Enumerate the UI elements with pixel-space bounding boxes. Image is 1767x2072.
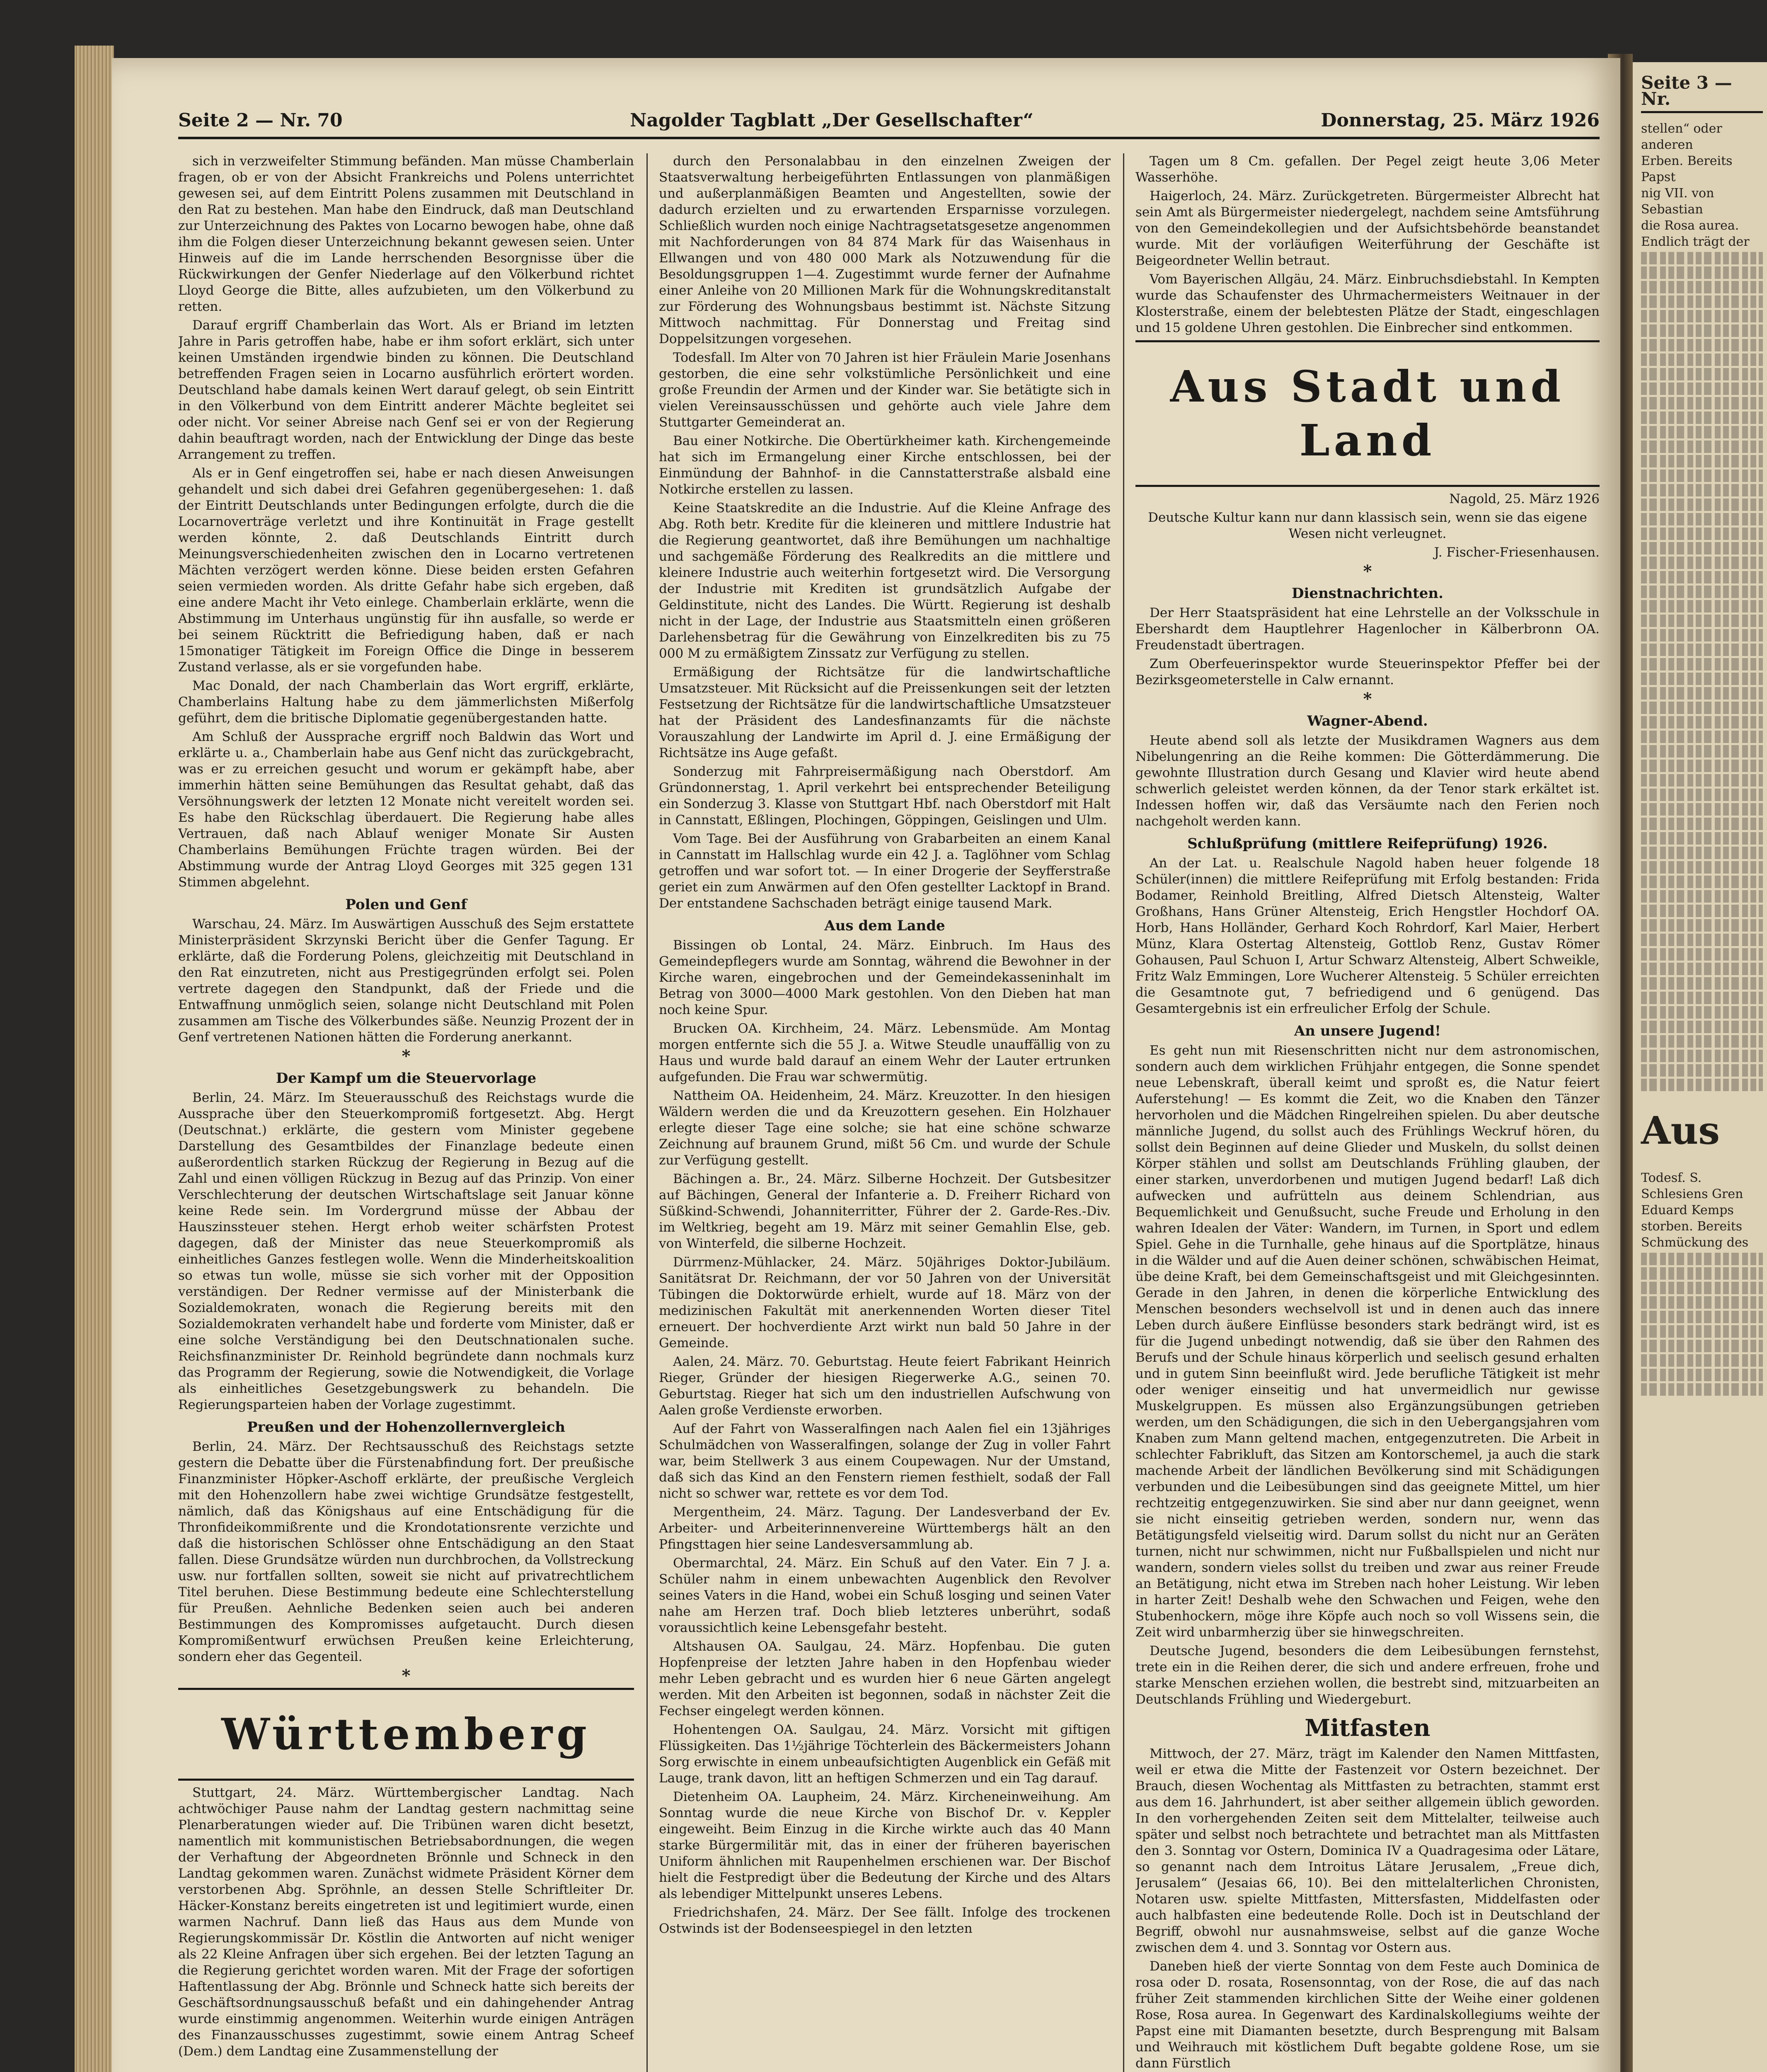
newspaper-title: Nagolder Tagblatt „Der Gesellschafter“ (630, 109, 1034, 131)
article-text: Obermarchtal, 24. März. Ein Schuß auf den Vater. Ein 7 J. a. Schüler nahm in einem unbewachten Augenblick den Revolver seines Vaters in die Hand, wobei ein Schuß losging und seinen Vater nahe am Herzen traf. Doch blieb letzteres unberührt, sodaß voraussichtlich keine Lebensgefahr besteht. (659, 1556, 1111, 1635)
article-text: Hohentengen OA. Saulgau, 24. März. Vorsicht mit giftigen Flüssigkeiten. Das 1½jährige Töchterlein des Bäckermeisters Johann Sorg erwischte in einem unbeaufsichtigten Augenblick ein Gefäß mit Lauge, trank davon, litt an heftigen Schmerzen und ein Tag darauf. (659, 1722, 1111, 1786)
text-lines-placeholder (1641, 324, 1763, 337)
text-lines-placeholder (1641, 600, 1763, 612)
section-title-wuerttemberg: Württemberg (221, 1709, 591, 1760)
text-lines-placeholder (1641, 1079, 1763, 1091)
page-header (178, 104, 1600, 139)
text-lines-placeholder (1641, 1021, 1763, 1033)
text-lines-placeholder (1641, 1050, 1763, 1062)
text-lines-placeholder (1641, 934, 1763, 946)
next-page-line: nig VII. von Sebastian (1641, 186, 1714, 217)
text-lines-placeholder (1641, 876, 1763, 888)
text-lines-placeholder (1641, 397, 1763, 409)
article-text: durch den Personalabbau in den einzelnen Zweigen der Staatsverwaltung herbeigeführten Entlassungen von planmäßigen und außerplanmäßigen Beamten und Angestellten, sowie der dadurch erzielten und zu erwartenden Ersparnisse vorzulegen. Schließlich wurden noch einige Nachtragsetatsgesetze angenommen mit Nachforderungen von 84 874 Mark für das Waisenhaus in Ellwangen und von 480 000 Mark als Notzuwendung für die Besoldungsgruppen 1—4. Zugestimmt wurde ferner der Aufnahme einer Anleihe von 20 Millionen Mark für die Wohnungskreditanstalt zur Förderung des Wohnungsbaus bestimmt ist. Nächste Sitzung Mittwoch nachmittag. Für Donnerstag und Freitag sind Doppelsitzungen vorgesehen. (659, 154, 1111, 346)
next-page-line: storben. Bereits (1641, 1219, 1743, 1234)
text-lines-placeholder (1641, 832, 1763, 845)
column-1 (178, 153, 634, 2072)
text-lines-placeholder (1641, 615, 1763, 627)
section-heading: Schlußprüfung (mittlere Reifeprüfung) 1926. (1187, 835, 1548, 852)
book-edge (75, 46, 114, 2072)
section-heading: Wagner-Abend. (1307, 713, 1428, 729)
section-heading: Preußen und der Hohenzollernvergleich (247, 1419, 565, 1435)
next-page-line: Schmückung des (1641, 1235, 1749, 1250)
column-3 (1135, 153, 1600, 2072)
article-text: An der Lat. u. Realschule Nagold haben heuer folgende 18 Schüler(innen) die mittlere Reifeprüfung mit Erfolg bestanden: Frida Bodamer, Reinhold Breitling, Alfred Dietsch Altensteig, Walter Großhans, Hans Grüner Altensteig, Erich Hengstler Hochdorf OA. Horb, Hans Holländer, Gerhard Koch Rohrdorf, Karl Maier, Herbert Münz, Klara Ostertag Altensteig, Gottlob Renz, Gustav Römer Gohausen, Paul Schuon I, Artur Schwarz Altensteig, Albert Schweikle, Fritz Walz Emmingen, Lore Wucherer Altensteig. 5 Schüler erreichten die Gesamtnote gut, 7 befriedigend und 6 genügend. Das Gesamtergebnis ist ein erfreulicher Erfolg der Schule. (1135, 856, 1600, 1016)
article-text: Haigerloch, 24. März. Zurückgetreten. Bürgermeister Albrecht hat sein Amt als Bürgermeister niedergelegt, nachdem seine Amtsführung von den Gemeindekollegien und der Aufsichtsbehörde beanstandet wurde. Mit der vorläufigen Weiterführung der Geschäfte ist Beigeordneter Wellin betraut. (1135, 189, 1600, 268)
article-text: Heute abend soll als letzte der Musikdramen Wagners aus dem Nibelungenring an die Reihe kommen: Die Götterdämmerung. Die gewohnte Illustration durch Gesang und Klavier wird heute abend schwerlich geleistet werden können, da der Tenor stark erkältet ist. Indessen hoffen wir, daß das Versäumte nach den Ferien noch nachgeholt werden kann. (1135, 733, 1600, 829)
text-lines-placeholder (1641, 818, 1763, 830)
text-lines-placeholder (1641, 745, 1763, 758)
next-page-line: Todesf. S. (1641, 1171, 1702, 1185)
text-lines-placeholder (1641, 861, 1763, 874)
text-lines-placeholder (1641, 919, 1763, 932)
article-text: Dietenheim OA. Laupheim, 24. März. Kircheneinweihung. Am Sonntag wurde die neue Kirche von Bischof Dr. v. Keppler eingeweiht. Beim Einzug in die Kirche wirkte auch das 40 Mann starke Bürgermilitär mit, das in einer der früheren bayerischen Uniform ähnlichen mit Raupenhelmen erschienen war. Der Bischof hielt die Festpredigt über die Bedeutung der Kirche und des Altars als lebendiger Mittelpunkt unseres Lebens. (659, 1789, 1111, 1901)
text-lines-placeholder (1641, 702, 1763, 714)
page-number: Seite 2 — Nr. 70 (178, 109, 343, 131)
column-2 (659, 153, 1111, 2072)
text-lines-placeholder (1641, 789, 1763, 801)
article-text: Darauf ergriff Chamberlain das Wort. Als er Briand im letzten Jahre in Paris getroffen habe, habe er ihm sofort erklärt, sich unter keinen Umständen irgendwie binden zu können. Die Deutschland betreffenden Fragen seien in Locarno ausführlich erörtert worden. Deutschland habe damals keinen Wert darauf gelegt, ob sein Eintritt in den Völkerbund von dem Eintritt anderer Mächte begleitet sei oder nicht. Vor seiner Abreise nach Genf sei er von der Regierung dahin beauftragt worden, nach der Entwicklung der Dinge das beste Arrangement zu treffen. (178, 318, 634, 462)
text-lines-placeholder (1641, 1325, 1763, 1338)
text-lines-placeholder (1641, 1035, 1763, 1048)
article-text: Ermäßigung der Richtsätze für die landwirtschaftliche Umsatzsteuer. Mit Rücksicht auf die Preissenkungen seit der letzten Festsetzung der Richtsätze für die landwirtschaftliche Umsatzsteuer hat der Präsident des Landesfinanzamts für die nächste Vorauszahlung der Landwirte im April d. J. eine Ermäßigung der Richtsätze ins Auge gefaßt. (659, 665, 1111, 760)
section-heading: An unsere Jugend! (1294, 1023, 1441, 1039)
article-text: Bau einer Notkirche. Die Obertürkheimer kath. Kirchengemeinde hat sich im Ermangelung einer Kirche entschlossen, bei der Einmündung der Bahnhof- in die Cannstatterstraße alsbald eine Notkirche erstellen zu lassen. (659, 433, 1111, 497)
article-text: sich in verzweifelter Stimmung befänden. Man müsse Chamberlain fragen, ob er von der Absicht Frankreichs und Polens unterrichtet gewesen sei, auf dem Eintritt Polens zusammen mit Deutschland in den Rat zu bestehen. Man habe den Eindruck, daß man Deutschland zur Unterzeichnung des Paktes von Locarno bewogen habe, ohne daß ihm die Folgen dieser Unterzeichnung bekannt gewesen seien. Unter Hinweis auf die im Lande herrschenden Besorgnisse über die Rückwirkungen der Genfer Niederlage auf den Völkerbund richtet Lloyd George die Bitte, alles aufzubieten, um den Völkerbund zu retten. (178, 154, 634, 314)
separator-star: * (402, 1046, 411, 1066)
next-page-line: Eduard Kemps (1641, 1203, 1734, 1218)
article-text: Mac Donald, der nach Chamberlain das Wort ergriff, erklärte, Chamberlains Haltung habe zu dem jämmerlichsten Mißerfolg geführt, dem die britische Diplomatie gegenübergestanden hatte. (178, 678, 634, 726)
section-title-box (178, 1688, 634, 1781)
article-text: Zum Oberfeuerinspektor wurde Steuerinspektor Pfeffer bei der Bezirksgeometerstelle in Calw ernannt. (1135, 656, 1600, 687)
text-lines-placeholder (1641, 1064, 1763, 1077)
next-page-header: Seite 3 — Nr. (1641, 75, 1763, 113)
next-page-edge (1633, 62, 1767, 2072)
article-text: Mittwoch, der 27. März, trägt im Kalender den Namen Mittfasten, weil er etwa die Mitte der Fastenzeit vor Ostern bezeichnet. Der Brauch, diesen Wochentag als Mittfasten zu betrachten, stammt erst aus dem 16. Jahrhundert, ist aber seither allgemein üblich geworden. In den vorhergehenden Zeiten seit dem Mittelalter, teilweise auch später und selbst noch betrachtete und betrachtet man als Mittfasten den 3. Sonntag vor Ostern, Dominica IV a Quadragesima oder Lätare, so genannt nach dem Introitus Lätare Jerusalem, „Freue dich, Jerusalem“ (Jesaias 66, 10). Bei den mittelalterlichen Chronisten, Notaren usw. spielte Mittfasten, Mittersfasten, Middelfasten oder auch halbfasten eine bedeutende Rolle. Doch ist in Deutschland der Begriff, obwohl nur ausnahmsweise, selbst auf die ganze Woche zwischen dem 4. und 3. Sonntag vor Ostern aus. (1135, 1746, 1600, 1955)
text-lines-placeholder (1641, 948, 1763, 961)
text-lines-placeholder (1641, 382, 1763, 395)
section-title-stadt-land: Aus Stadt und Land (1170, 361, 1565, 466)
next-page-line: Schlesiens Gren (1641, 1187, 1743, 1201)
text-lines-placeholder (1641, 977, 1763, 990)
text-lines-placeholder (1641, 513, 1763, 525)
text-lines-placeholder (1641, 890, 1763, 903)
text-lines-placeholder (1641, 353, 1763, 366)
text-lines-placeholder (1641, 339, 1763, 351)
article-text: Am Schluß der Aussprache ergriff noch Baldwin das Wort und erklärte u. a., Chamberlain habe aus Genf nicht das zurückgebracht, was er zu erreichen gesucht und worum er gekämpft habe, aber immerhin hätten seine Bemühungen das Resultat gehabt, daß das Versöhnungswerk der letzten 12 Monate nicht vereitelt worden sei. Es habe den Rückschlag überdauert. Die Regierung habe alles Vertrauen, daß nach Ablauf weniger Monate Sir Austen Chamberlains Bemühungen Früchte tragen würden. Bei der Abstimmung wurde der Antrag Lloyd Georges mit 325 gegen 131 Stimmen abgelehnt. (178, 729, 634, 890)
article-text: Brucken OA. Kirchheim, 24. März. Lebensmüde. Am Montag morgen entfernte sich die 55 J. a. Witwe Steudle unauffällig von zu Haus und wurde bald darauf an einem Wehr der Lauter ertrunken aufgefunden. Die Frau war schwermütig. (659, 1021, 1111, 1084)
article-text: Bissingen ob Lontal, 24. März. Einbruch. Im Haus des Gemeindepflegers wurde am Sonntag, während die Bewohner in der Kirche waren, eingebrochen und der Gemeindekasseninhalt im Betrag von 3000—4000 Mark gestohlen. Von den Dieben hat man noch keine Spur. (659, 938, 1111, 1017)
article-text: Sonderzug mit Fahrpreisermäßigung nach Oberstdorf. Am Gründonnerstag, 1. April verkehrt bei entsprechender Beteiligung ein Sonderzug 3. Klasse von Stuttgart Hbf. nach Oberstdorf mit Halt in Cannstatt, Eßlingen, Plochingen, Göppingen, Geislingen und Ulm. (659, 764, 1111, 828)
text-lines-placeholder (1641, 760, 1763, 772)
article-text: Aalen, 24. März. 70. Geburtstag. Heute feiert Fabrikant Heinrich Rieger, Gründer der hiesigen Riegerwerke A.G., seinen 70. Geburtstag. Rieger hat sich um den industriellen Aufschwung von Aalen große Verdienste erworben. (659, 1354, 1111, 1418)
text-lines-placeholder (1641, 1267, 1763, 1280)
text-lines-placeholder (1641, 1296, 1763, 1309)
article-text: Berlin, 24. März. Der Rechtsausschuß des Reichstags setzte gestern die Debatte über die Fürstenabfindung fort. Der preußische Finanzminister Höpker-Aschoff erklärte, der preußische Vergleich mit den Hohenzollern habe zwei wichtige Grundsätze festgestellt, nämlich, daß das Königshaus auf eine Entschädigung für die Thronfideikommißrente und die Krondotationsrente verzichte und daß die historischen Schlösser ohne Entschädigung an den Staat fallen. Diese Grundsätze würden nun durchbrochen, da Vollstreckung usw. nur fortfallen sollten, soweit sie nicht auf privatrechtlichem Titel beruhen. Diese Bestimmung bedeute eine Schlechterstellung für Preußen. Aehnliche Bedenken seien auch bei anderen Bestimmungen des Kompromisses aufgetaucht. Durch diesen Kompromißentwurf erwüchsen Preußen keine Erleichterung, sondern eher das Gegenteil. (178, 1439, 634, 1664)
article-text: Stuttgart, 24. März. Württembergischer Landtag. Nach achtwöchiger Pause nahm der Landtag gestern nachmittag seine Plenarberatungen wieder auf. Die Tribünen waren dicht besetzt, namentlich mit kommunistischen Betriebsabordnungen, die wegen der Verhaftung der Abgeordneten Brönnle und Schneck in den Landtag gekommen waren. Zunächst widmete Präsident Körner dem verstorbenen Abg. Spröhnle, an dessen Stelle Schriftleiter Dr. Häcker-Konstanz bereits eingetreten ist und legitimiert wurde, einen warmen Nachruf. Dann ließ das Haus aus dem Munde von Regierungskommissär Dr. Köstlin die Antworten auf nicht weniger als 22 Kleine Anfragen über sich ergehen. Bei der letzten Tagung an die Regierung gerichtet worden waren. Mit der Frage der sofortigen Haftentlassung der Abg. Brönnle und Schneck hatte sich bereits der Geschäftsordnungsausschuß befaßt und ein dahingehender Antrag wurde einstimmig angenommen. Weiterhin wurde einigen Anträgen des Finanzausschusses zugestimmt, sowie einem Antrag Scheef (Dem.) dem Landtag eine Zusammenstellung der (178, 1785, 634, 2059)
article-text: Vom Bayerischen Allgäu, 24. März. Einbruchsdiebstahl. In Kempten wurde das Schaufenster des Uhrmachermeisters Weitnauer in der Klosterstraße, einem der belebtesten Plätze der Stadt, eingeschlagen und 15 goldene Uhren gestohlen. Die Einbrecher sind entkommen. (1135, 272, 1600, 335)
article-text: Vom Tage. Bei der Ausführung von Grabarbeiten an einem Kanal in Cannstatt im Hallschlag wurde ein 42 J. a. Taglöhner vom Schlag getroffen und war sofort tot. — In einer Drogerie der Seyfferstraße geriet ein zum Anwärmen auf den Ofen gestellter Lacktopf in Brand. Der entstandene Sachschaden beträgt einige tausend Mark. (659, 831, 1111, 911)
text-lines-placeholder (1641, 1383, 1763, 1396)
text-lines-placeholder (1641, 731, 1763, 743)
text-lines-placeholder (1641, 484, 1763, 496)
article-text: Deutsche Jugend, besonders die dem Leibesübungen fernstehst, trete ein in die Reihen derer, die sich und andere erfreuen, frohe und starke Menschen erziehen wollen, die bestrebt sind, mitzuarbeiten an Deutschlands Frühling und Wiedergeburt. (1135, 1644, 1600, 1707)
motto: Deutsche Kultur kann nur dann klassisch sein, wenn sie das eigene Wesen nicht verleugnet. (1148, 510, 1587, 541)
text-lines-placeholder (1641, 455, 1763, 467)
text-lines-placeholder (1641, 499, 1763, 511)
text-lines-placeholder (1641, 774, 1763, 787)
dateline: Nagold, 25. März 1926 (1449, 491, 1600, 506)
text-lines-placeholder (1641, 470, 1763, 482)
next-page-line: stellen“ oder anderen (1641, 121, 1722, 152)
article-text: Warschau, 24. März. Im Auswärtigen Ausschuß des Sejm erstattete Ministerpräsident Skrzynski Bericht über die Genfer Tagung. Er erklärte, daß die Forderung Polens, gleichzeitig mit Deutschland in den Rat einzutreten, nicht aus Prestigegründen erfolgt sei. Polen vertrete dagegen den Standpunkt, daß der Friede und die Entwaffnung unmöglich seien, solange nicht Deutschland mit Polen zusammen am Tische des Völkerbundes säße. Neunzig Prozent der in Genf vertretenen Nationen hätten die Forderung anerkannt. (178, 917, 634, 1045)
text-lines-placeholder (1641, 1282, 1763, 1294)
text-lines-placeholder (1641, 1369, 1763, 1381)
article-text: Dürrmenz-Mühlacker, 24. März. 50jähriges Doktor-Jubiläum. Sanitätsrat Dr. Reichmann, der vor 50 Jahren von der Universität Tübingen die Doktorwürde erhielt, wurde auf 18. März von der medizinischen Fakultät mit anerkennenden Worten dieser Titel erneuert. Der hochverdiente Arzt wirkt nun bald 50 Jahre in der Gemeinde. (659, 1255, 1111, 1351)
text-lines-placeholder (1641, 571, 1763, 583)
article-columns (178, 153, 1604, 2072)
text-lines-placeholder (1641, 557, 1763, 569)
text-lines-placeholder (1641, 1311, 1763, 1323)
section-title-box (1135, 340, 1600, 487)
text-lines-placeholder (1641, 266, 1763, 279)
section-heading: Dienstnachrichten. (1292, 585, 1443, 602)
text-lines-placeholder (1641, 673, 1763, 685)
text-lines-placeholder (1641, 542, 1763, 554)
next-page-title: Aus (1641, 1108, 1720, 1153)
text-lines-placeholder (1641, 963, 1763, 975)
text-lines-placeholder (1641, 1006, 1763, 1019)
article-text: Altshausen OA. Saulgau, 24. März. Hopfenbau. Die guten Hopfenpreise der letzten Jahre haben in den Hopfenbau wieder mehr Leben gebracht und es wurden hier 6 neue Gärten angelegt werden. Mit den Arbeiten ist begonnen, sodaß in nächster Zeit die Fechser eingelegt werden können. (659, 1639, 1111, 1719)
issue-date: Donnerstag, 25. März 1926 (1321, 109, 1600, 131)
text-lines-placeholder (1641, 687, 1763, 700)
article-text: Todesfall. Im Alter von 70 Jahren ist hier Fräulein Marie Josenhans gestorben, die eine sehr volkstümliche Persönlichkeit und eine große Freundin der Armen und der Kinder war. Sie betätigte sich in vielen Vereinsausschüssen und gehörte auch viele Jahre dem Stuttgarter Gemeinderat an. (659, 350, 1111, 430)
article-text: Keine Staatskredite an die Industrie. Auf die Kleine Anfrage des Abg. Roth betr. Kredite für die kleineren und mittlere Industrie hat die Regierung geantwortet, daß ihre Bemühungen um nachhaltige und sachgemäße Förderung des Realkredits an die mittlere und kleinere Industrie auch weiterhin fortgesetzt wird. Die Versorgung der Industrie mit Krediten ist grundsätzlich Aufgabe der Geldinstitute, nicht des Landes. Die Württ. Regierung ist deshalb nicht in der Lage, der Industrie aus Staatsmitteln einen größeren Darlehensbetrag für die Gewährung von Einzelkrediten bis zu 75 000 M zu ermäßigtem Zinssatz zur Verfügung zu stellen. (659, 501, 1111, 661)
next-page-line: Erben. Bereits Papst (1641, 154, 1733, 184)
motto-author: J. Fischer-Friesenhausen. (1434, 545, 1600, 560)
text-lines-placeholder (1641, 281, 1763, 293)
text-lines-placeholder (1641, 905, 1763, 917)
section-heading: Der Kampf um die Steuervorlage (276, 1070, 537, 1087)
separator-star: * (1363, 562, 1372, 581)
text-lines-placeholder (1641, 295, 1763, 308)
text-lines-placeholder (1641, 1253, 1763, 1265)
text-lines-placeholder (1641, 1340, 1763, 1352)
text-lines-placeholder (1641, 411, 1763, 424)
next-page-line: die Rosa aurea. (1641, 218, 1739, 233)
text-lines-placeholder (1641, 992, 1763, 1004)
text-lines-placeholder (1641, 658, 1763, 670)
text-lines-placeholder (1641, 847, 1763, 859)
section-heading-mitfasten: Mitfasten (1305, 1714, 1431, 1742)
separator-star: * (1363, 689, 1372, 709)
text-lines-placeholder (1641, 1354, 1763, 1367)
next-page-text (1633, 62, 1767, 1396)
article-text: Bächingen a. Br., 24. März. Silberne Hochzeit. Der Gutsbesitzer auf Bächingen, General der Infanterie a. D. Freiherr Richard von Süßkind-Schwendi, Johanniterritter, Führer der 2. Garde-Res.-Div. im Weltkrieg, begeht am 19. März mit seiner Gemahlin Else, geb. von Winterfeld, die silberne Hochzeit. (659, 1172, 1111, 1251)
text-lines-placeholder (1641, 586, 1763, 598)
article-text: Tagen um 8 Cm. gefallen. Der Pegel zeigt heute 3,06 Meter Wasserhöhe. (1135, 154, 1600, 185)
article-text: Mergentheim, 24. März. Tagung. Der Landesverband der Ev. Arbeiter- und Arbeiterinnenvereine Württembergs hält an den Pfingsttagen hier seine Landesversammlung ab. (659, 1505, 1111, 1552)
article-text: Auf der Fahrt von Wasseralfingen nach Aalen fiel ein 13jähriges Schulmädchen von Wasseralfingen, solange der Zug in voller Fahrt war, beim Stellwerk 3 aus einem Coupewagen. Nur der Umstand, daß sich das Kind an den Fenstern riemen festhielt, sodaß der Fall nicht so schwer war, rettete es vor dem Tod. (659, 1421, 1111, 1501)
text-lines-placeholder (1641, 310, 1763, 322)
section-heading: Aus dem Lande (824, 917, 945, 934)
text-lines-placeholder (1641, 252, 1763, 264)
column-divider (646, 153, 648, 2072)
text-lines-placeholder (1641, 644, 1763, 656)
text-lines-placeholder (1641, 803, 1763, 816)
article-text: Es geht nun mit Riesenschritten nicht nur dem astronomischen, sondern auch dem wirklichen Frühjahr entgegen, die Sonne spendet neue Lebenskraft, überall keimt und sproßt es, die Natur feiert Auferstehung! — Es kommt die Zeit, wo die Knaben den Tänzer hervorholen und die Mädchen Ringelreihen spielen. Du aber deutsche männliche Jugend, du sollst auch des Frühlings Weckruf hören, du sollst dein Beginnen auf deine Glieder und Muskeln, du sollst deinen Körper stählen und sollst am Deutschlands Frühling glauben, der einer starken, unverdorbenen und mutigen Jugend bedarf! Laß dich aufwecken und aufrütteln aus deinem Schlendrian, aus Bequemlichkeit und Genußsucht, suche Freude und Erholung in den wahren Idealen der Väter: Wandern, im Turnen, in Sport und edlem Spiel. Gehe in die Turnhalle, gehe hinaus auf die Sportplätze, hinaus in die Wälder und auf die Auen deiner schönen, schwäbischen Heimat, übe deine Kraft, bei dem Gemeinschaftsgeist und mit Gleichgesinnten. Gerade in den Jahren, in denen die körperliche Entwicklung des Menschen besonders wechselvoll ist und in denen auch das innere Leben durch äußere Einflüsse besonders stark bedrängt wird, ist es für die Jugend unbedingt notwendig, daß sie über den Rahmen des Berufs und der Schule hinaus körperlich und seelisch gesund erhalten und in gutem Sinn beeinflußt wird. Jede berufliche Tätigkeit ist mehr oder weniger einseitig und hat unvermeidlich nur gewisse Muskelgruppen. Es müssen also Ergänzungsübungen getrieben werden, um den Schädigungen, die sich in den Uebergangsjahren vom Knaben zum Mann geltend machen, entgegenzutreten. Die Arbeit in schlechter Fabrikluft, das Sitzen am Kontorschemel, ja auch die stark machende Arbeit der ländlichen Bevölkerung sind mit Schädigungen verbunden und die Leibesübungen sind das geeignete Mittel, um hier rechtzeitig entgegenzuwirken. Sie sind aber nur dann geeignet, wenn sie nicht einseitig getrieben werden, sondern nur, wenn das Betätigungsfeld vielseitig wird. Darum sollst du nicht nur an Geräten turnen, nicht nur schwimmen, nicht nur Fußballspielen und nicht nur wandern, sondern vieles sollst du treiben und zwar aus reiner Freude an Betätigung, nicht etwa im Streben nach hoher Leistung. Wir leben in harter Zeit! Deshalb wehe den Schwachen und Feigen, wehe den Stubenhockern, möge ihre Köpfe auch noch so voll Wissens sein, die Zeit wird unbarmherzig über sie hinwegschreiten. (1135, 1043, 1600, 1640)
text-lines-placeholder (1641, 426, 1763, 438)
text-lines-placeholder (1641, 716, 1763, 729)
next-page-line: Endlich trägt der (1641, 235, 1750, 249)
separator-star: * (402, 1666, 411, 1685)
article-text: Der Herr Staatspräsident hat eine Lehrstelle an der Volksschule in Ebershardt dem Hauptlehrer Hagenlocher in Kälberbronn OA. Freudenstadt übertragen. (1135, 605, 1600, 653)
article-text: Nattheim OA. Heidenheim, 24. März. Kreuzotter. In den hiesigen Wäldern werden die und da Kreuzottern gesehen. Ein Holzhauer erlegte dieser Tage eine solche; sie hat eine schöne schwarze Zeichnung auf braunem Grund, mißt 56 Cm. und wurde der Schule zur Verfügung gestellt. (659, 1088, 1111, 1168)
article-text: Daneben hieß der vierte Sonntag von dem Feste auch Dominica de rosa oder D. rosata, Rosensonntag, von der Rose, die auf das nach früher Zeit stammenden kirchlichen Sitte der Weihe einer goldenen Rose, Rosa aurea. In Gegenwart des Kardinalskollegiums weihte der Papst eine mit Diamanten besetzte, durch Besprengung mit Balsam und Weihrauch mit köstlichem Duft begabte goldene Rose, um sie dann Fürstlich (1135, 1959, 1600, 2071)
article-text: Friedrichshafen, 24. März. Der See fällt. Infolge des trockenen Ostwinds ist der Bodenseespiegel in den letzten (659, 1905, 1111, 1936)
text-lines-placeholder (1641, 528, 1763, 540)
newspaper-page (112, 58, 1620, 2072)
text-lines-placeholder (1641, 368, 1763, 380)
text-lines-placeholder (1641, 441, 1763, 453)
column-divider (1123, 153, 1124, 2072)
section-heading: Polen und Genf (345, 896, 467, 913)
article-text: Als er in Genf eingetroffen sei, habe er nach diesen Anweisungen gehandelt und sich dabei drei Gefahren gegenübergesehen: 1. daß der Eintritt Deutschlands unter Bedingungen erfolgte, durch die die Locarnoverträge verletzt und ihre Kontinuität in Frage gestellt werden könnte, 2. daß Deutschlands Eintritt durch Meinungsverschiedenheiten zwischen den in Locarno vertretenen Mächten verzögert werden könne. Diese beiden ersten Gefahren seien vermieden worden. Als dritte Gefahr habe sich ergeben, daß eine andere Macht ihr Veto einlege. Chamberlain erklärte, wenn die Abstimmung im Unterhaus ungünstig für ihn ausfalle, so werde er bei seinem Rücktritt die Befriedigung haben, daß er nach 15monatiger Tätigkeit im Foreign Office die Dinge in besserem Zustand verlasse, als er sie vorgefunden habe. (178, 466, 634, 675)
article-text: Berlin, 24. März. Im Steuerausschuß des Reichstags wurde die Aussprache über den Steuerkompromiß fortgesetzt. Abg. Hergt (Deutschnat.) erklärte, die gestern vom Minister gegebene Darstellung des Gesamtbildes der Finanzlage bedeute einen außerordentlich starken Rückzug der Regierung in Bezug auf die Zahl und einen völligen Rückzug in Bezug auf das Prinzip. Von einer Verschlechterung der deutschen Wirtschaftslage seit Januar könne keine Rede sein. Im Vordergrund müsse der Abbau der Hauszinssteuer stehen. Hergt erhob weiter schärfsten Protest dagegen, daß der Minister das neue Steuerkompromiß als einheitliches Ganzes festlegen wolle. Wenn die Minderheitskoalition so etwas tun wolle, müsse sie sich vorher mit der Opposition verständigen. Der Redner vermisse auf der Ministerbank die Sozialdemokraten, wonach die Regierung bereits mit den Sozialdemokraten verhandelt habe und forderte vom Minister, daß er eine solche Verständigung bei den Deutschnationalen suche. Reichsfinanzminister Dr. Reinhold begründete dann nochmals kurz das Programm der Regierung, sowie die Notwendigkeit, die Vorlage als einheitliches Gesetzgebungswerk zu behandeln. Die Regierungsparteien haben der Vorlage zugestimmt. (178, 1090, 634, 1412)
text-lines-placeholder (1641, 629, 1763, 641)
